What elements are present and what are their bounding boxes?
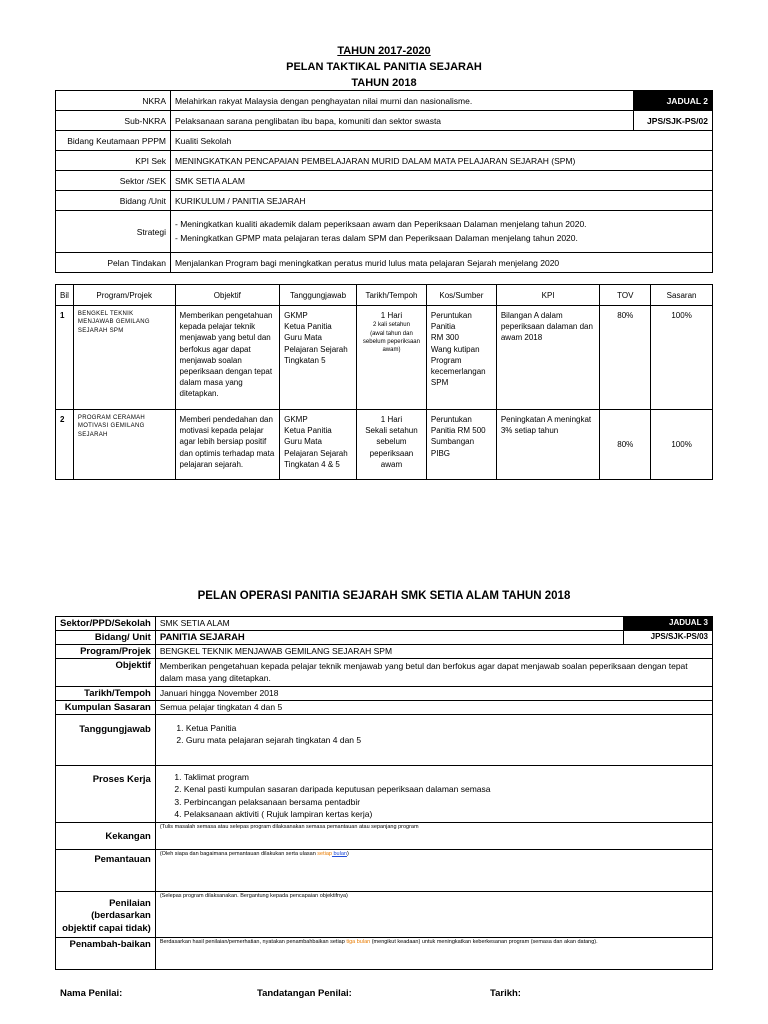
value-bidang-unit-op: PANITIA SEJARAH	[155, 631, 623, 645]
value-tarikh-op: Januari hingga November 2018	[155, 687, 712, 701]
table-row	[56, 306, 713, 410]
label-pemantauan: Pemantauan	[56, 850, 156, 892]
label-kekangan: Kekangan	[56, 823, 156, 850]
value-program-op: BENGKEL TEKNIK MENJAWAB GEMILANG SEJARAH SPM	[155, 645, 712, 659]
header-plan-title: PELAN TAKTIKAL PANITIA SEJARAH	[286, 61, 482, 73]
value-proses-kerja	[155, 766, 712, 823]
list-item: 2. Kenal pasti kumpulan sasaran daripada keputusan peperiksaan dalaman semasa	[184, 783, 708, 795]
row-sasaran: 100%	[651, 410, 713, 480]
row-kos: Peruntukan Panitia RM 300 Wang kutipan Program kecemerlangan SPM	[426, 306, 496, 410]
col-program: Program/Projek	[73, 285, 175, 306]
row-tarikh-main: 1 Hari	[380, 415, 403, 424]
row-tov: 80%	[600, 306, 651, 410]
col-kos: Kos/Sumber	[426, 285, 496, 306]
list-item: 4. Pelaksanaan aktiviti ( Rujuk lampiran kertas kerja)	[184, 808, 708, 820]
value-objektif-op: Memberikan pengetahuan kepada pelajar teknik menjawab yang betul dan berfokus agar dapat menjawab soalan peperiksaan dengan tepat dalam masa yang ditetapkan.	[155, 659, 712, 687]
row-tov: 80%	[600, 410, 651, 480]
list-item: 2. Guru mata pelajaran sejarah tingkatan 4 dan 5	[186, 734, 708, 746]
col-tov: TOV	[600, 285, 651, 306]
row-kos: Peruntukan Panitia RM 500 Sumbangan PIBG	[426, 410, 496, 480]
row-objektif: Memberi pendedahan dan motivasi kepada pelajar agar lebih bersiap positif dan optimis terhadap mata pelajaran sejarah.	[175, 410, 280, 480]
penambah-hint-emph: tiga bulan	[346, 939, 371, 945]
list-item: 1. Taklimat program	[184, 771, 708, 783]
label-sub-nkra: Sub-NKRA	[56, 111, 171, 131]
label-penilaian-1: Penilaian	[109, 897, 151, 909]
row-bil: 2	[56, 410, 74, 480]
penambah-hint-end: (mengikut keadaan) untuk meningkatkan keberkesanan program (semasa dan akan datang).	[370, 939, 598, 945]
list-item: 3. Perbincangan pelaksanaan bersama pentadbir	[184, 796, 708, 808]
jadual-3-badge: JADUAL 3	[624, 617, 713, 631]
value-sektor-ppd: SMK SETIA ALAM	[155, 617, 623, 631]
header-year-range: TAHUN 2017-2020	[337, 45, 431, 57]
operational-plan-title: PELAN OPERASI PANITIA SEJARAH SMK SETIA ALAM TAHUN 2018	[197, 590, 571, 602]
value-pelan-tindakan: Menjalankan Program bagi meningkatkan peratus murid lulus mata pelajaran Sejarah menjelang 2020	[171, 253, 713, 273]
value-bidang-keutamaan: Kualiti Sekolah	[171, 131, 713, 151]
col-bil: Bil	[56, 285, 74, 306]
row-kpi: Bilangan A dalam peperiksaan dalaman dan awam 2018	[496, 306, 600, 410]
operational-plan-table	[55, 616, 713, 970]
label-bidang-unit-op: Bidang/ Unit	[56, 631, 156, 645]
penilaian-field[interactable]: (Selepas program dilaksanakan. Bergantung kepada pencapaian objektifnya)	[155, 892, 712, 938]
col-tanggungjawab: Tanggungjawab	[280, 285, 357, 306]
label-objektif-op: Objektif	[56, 659, 156, 687]
label-sektor-ppd: Sektor/PPD/Sekolah	[56, 617, 156, 631]
pemantauan-hint-end: )	[346, 851, 349, 857]
row-tarikh	[357, 306, 427, 410]
value-sub-nkra: Pelaksanaan sarana penglibatan ibu bapa, komuniti dan sektor swasta	[171, 111, 634, 131]
value-nkra: Melahirkan rakyat Malaysia dengan penghayatan nilai murni dan nasionalisme.	[171, 91, 634, 111]
footer-tarikh: Tarikh:	[490, 988, 521, 999]
row-tanggungjawab: GKMP Ketua Panitia Guru Mata Pelajaran Sejarah Tingkatan 5	[280, 306, 357, 410]
label-penambah-baikan: Penambah-baikan	[56, 938, 156, 970]
row-objektif: Memberikan pengetahuan kepada pelajar teknik menjawab yang betul dan berfokus agar dapat menjawab soalan peperiksaan dengan tepat dalam masa yang ditetapkan.	[175, 306, 280, 410]
footer-tandatangan-penilai: Tandatangan Penilai:	[257, 988, 352, 999]
value-kumpulan-sasaran: Semua pelajar tingkatan 4 dan 5	[155, 701, 712, 715]
label-proses-kerja: Proses Kerja	[56, 766, 156, 823]
pemantauan-hint: (Oleh siapa dan bagaimana pemantauan dilakukan serta ulasan	[159, 851, 318, 857]
value-sektor: SMK SETIA ALAM	[171, 171, 713, 191]
value-kpi-sek: MENINGKATKAN PENCAPAIAN PEMBELAJARAN MURID DALAM MATA PELAJARAN SEJARAH (SPM)	[171, 151, 713, 171]
label-tanggungjawab-op: Tanggungjawab	[56, 715, 156, 766]
label-program-op: Program/Projek	[56, 645, 156, 659]
programs-header-row	[56, 285, 713, 306]
row-tarikh-detail: 2 kali setahun (awal tahun dan sebelum peperiksaan awam)	[362, 322, 420, 354]
value-bidang-unit: KURIKULUM / PANITIA SEJARAH	[171, 191, 713, 211]
form-code-2: JPS/SJK-PS/02	[634, 111, 713, 131]
label-bidang-keutamaan: Bidang Keutamaan PPPM	[56, 131, 171, 151]
penambah-hint: Berdasarkan hasil penilaian/pemerhatian, nyatakan penambahbaikan setiap	[159, 939, 347, 945]
row-tarikh-detail: Sekali setahun sebelum peperiksaan awam	[365, 426, 418, 469]
row-program: PROGRAM CERAMAH MOTIVASI GEMILANG SEJARAH	[73, 410, 175, 480]
header-year: TAHUN 2018	[351, 77, 417, 89]
label-nkra: NKRA	[56, 91, 171, 111]
list-item: 1. Ketua Panitia	[186, 722, 708, 734]
form-code-3: JPS/SJK-PS/03	[624, 631, 713, 645]
table-row	[56, 410, 713, 480]
col-kpi: KPI	[496, 285, 600, 306]
label-bidang-unit: Bidang /Unit	[56, 191, 171, 211]
row-tanggungjawab: GKMP Ketua Panitia Guru Mata Pelajaran Sejarah Tingkatan 4 & 5	[280, 410, 357, 480]
label-penilaian	[56, 892, 156, 938]
label-strategi: Strategi	[56, 211, 171, 253]
row-sasaran: 100%	[651, 306, 713, 410]
pemantauan-hint-link: bulan	[331, 851, 347, 857]
label-sektor: Sektor /SEK	[56, 171, 171, 191]
row-tarikh-main: 1 Hari	[380, 311, 403, 320]
footer-nama-penilai: Nama Penilai:	[60, 988, 123, 999]
label-kpi-sek: KPI Sek	[56, 151, 171, 171]
label-kumpulan-sasaran: Kumpulan Sasaran	[56, 701, 156, 715]
tactical-plan-table	[55, 90, 713, 273]
programs-table	[55, 284, 713, 480]
col-objektif: Objektif	[175, 285, 280, 306]
pemantauan-hint-emph: setiap	[317, 851, 332, 857]
label-penilaian-3: objektif capai tidak)	[62, 923, 151, 935]
jadual-2-badge: JADUAL 2	[634, 91, 713, 111]
row-bil: 1	[56, 306, 74, 410]
row-program: BENGKEL TEKNIK MENJAWAB GEMILANG SEJARAH SPM	[73, 306, 175, 410]
label-penilaian-2: (berdasarkan	[91, 910, 151, 922]
row-tarikh	[357, 410, 427, 480]
value-tanggungjawab-op	[155, 715, 712, 766]
col-sasaran: Sasaran	[651, 285, 713, 306]
kekangan-field[interactable]: (Tulis masalah semasa atau selepas program dilaksanakan semasa pemantauan atau sepanjang program	[155, 823, 712, 850]
label-tarikh-op: Tarikh/Tempoh	[56, 687, 156, 701]
label-pelan-tindakan: Pelan Tindakan	[56, 253, 171, 273]
pemantauan-field[interactable]	[155, 850, 712, 892]
row-kpi: Peningkatan A meningkat 3% setiap tahun	[496, 410, 600, 480]
col-tarikh: Tarikh/Tempoh	[357, 285, 427, 306]
penambah-baikan-field[interactable]	[155, 938, 712, 970]
value-strategi: - Meningkatkan kualiti akademik dalam peperiksaan awam dan Peperiksaan Dalaman menjelang tahun 2020. - Meningkatkan GPMP mata pelajaran teras dalam SPM dan Peperiksaan Dalaman menjelang tahun 2020.	[171, 211, 713, 253]
